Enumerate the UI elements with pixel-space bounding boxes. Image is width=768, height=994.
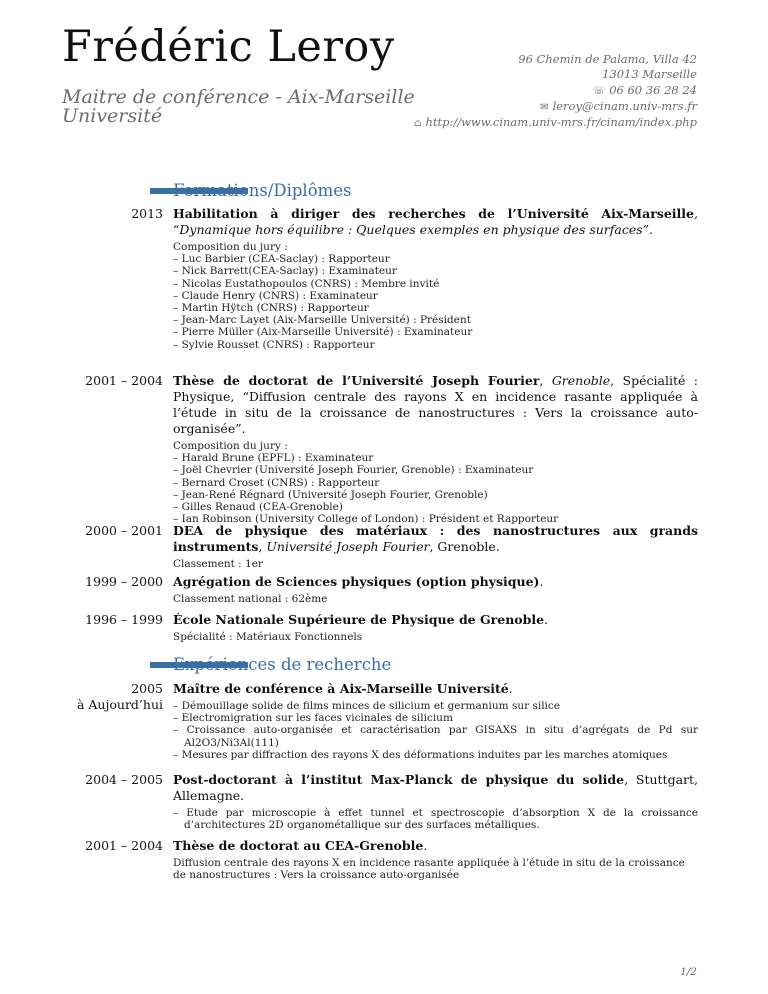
phone-number: 06 60 36 28 24: [609, 82, 697, 97]
entry-body: [173, 574, 698, 605]
entry-title: École Nationale Supérieure de Physique de Grenoble: [173, 612, 545, 627]
research-section-title: Expériences de recherche: [173, 655, 392, 674]
address-line-1: 96 Chemin de Palama, Villa 42: [518, 52, 697, 66]
task-list: [173, 700, 698, 761]
entry-desc: Diffusion centrale des rayons X en incidence rasante appliquée à l’étude in situ de la croissance de nanostructures : Vers la croissance auto-organisée: [173, 857, 685, 882]
mouse-icon: ⌂: [413, 118, 422, 130]
entry-title: Thèse de doctorat de l’Université Joseph Fourier: [173, 373, 540, 388]
entry-body: [173, 206, 698, 351]
entry-body: DEA de physique des matériaux : des nanostructures aux grands instruments, Université Joseph Fourier, Grenoble. Classement : 1er: [173, 523, 698, 570]
entry-title: Post-doctorant à l’institut Max-Planck de physique du solide: [173, 772, 625, 787]
entry-rest: .: [539, 574, 544, 589]
entry-rest: , Stuttgart, Allemagne.: [173, 772, 698, 803]
entry-desc: Spécialité : Matériaux Fonctionnels: [173, 631, 363, 643]
list-item: – Croissance auto-organisée et caractérisation par GISAXS in situ d’agrégats de Pd sur Al2O3/Ni3Al(111): [173, 724, 698, 749]
entry-date: 2001 – 2004: [85, 373, 163, 388]
page-number: 1/2: [680, 966, 697, 978]
list-item: – Jean-Marc Layet (Aix-Marseille Université) : Président: [173, 314, 471, 327]
list-item: – Harald Brune (EPFL) : Examinateur: [173, 452, 374, 465]
list-item: – Joël Chevrier (Université Joseph Fourier, Grenoble) : Examinateur: [173, 464, 534, 477]
education-section-header: [0, 181, 768, 201]
entry-date: 1999 – 2000: [85, 574, 163, 589]
entry-title: Agrégation de Sciences physiques (option physique): [173, 574, 540, 589]
list-item: – Démouillage solide de films minces de silicium et germanium sur silice: [173, 700, 561, 712]
entry-body: Thèse de doctorat de l’Université Joseph Fourier, Grenoble, Spécialité : Physique, “Diffusion centrale des rayons X en incidence rasante appliquée à l’étude in situ de la croissance de nanostructures : Vers la croissance auto-organisée”. Composition du jury : – Harald Brune (EPFL) : Examinateur – Joël Chevrier (Université Joseph Fourier, Grenoble) : Examinateur – Bernard Croset (CNRS) : Rapporteur – Jean-René Régnard (Université Joseph Fourier, Grenoble) – Gilles Renaud (CEA-Grenoble) – Ian Robinson (University College of London) : Président et Rapporteur: [173, 373, 698, 526]
entry-date: 1996 – 1999: [85, 612, 163, 627]
email-line[interactable]: [414, 99, 697, 115]
task-list: [173, 807, 698, 831]
mobile-phone-icon: ☏: [592, 85, 606, 97]
list-item: – Pierre Müller (Aix-Marseille Université) : Examinateur: [173, 326, 473, 339]
jury-heading: Composition du jury :: [173, 440, 288, 452]
entry-rest: .: [508, 681, 513, 696]
cv-subtitle: Maitre de conférence - Aix-Marseille Université: [62, 86, 415, 127]
entry-date: 2004 – 2005: [85, 772, 163, 787]
education-section-title: Formations/Diplômes: [173, 181, 352, 200]
research-section-header: [0, 655, 768, 675]
entry-rest: , Spécialité : Physique, “Diffusion centrale des rayons X en incidence rasante appliquée à l’étude in situ de la croissance de nanostructures : Vers la croissance auto-organisée”.: [173, 373, 698, 436]
jury-heading: Composition du jury :: [173, 241, 288, 253]
entry-title: Thèse de doctorat au CEA-Grenoble: [173, 838, 424, 853]
list-item: – Luc Barbier (CEA-Saclay) : Rapporteur: [173, 253, 390, 266]
list-item: – Gilles Renaud (CEA-Grenoble): [173, 501, 343, 514]
list-item: – Jean-René Régnard (Université Joseph Fourier, Grenoble): [173, 488, 488, 501]
list-item: – Martin Hÿtch (CNRS) : Rapporteur: [173, 302, 369, 315]
entry-desc: Classement national : 62ème: [173, 593, 328, 605]
list-item: – Claude Henry (CNRS) : Examinateur: [173, 289, 378, 302]
entry-desc: Classement : 1er: [173, 558, 263, 570]
list-item: – Electromigration sur les faces vicinales de silicium: [173, 712, 453, 725]
entry-title: Maître de conférence à Aix-Marseille Université: [173, 681, 509, 696]
address-line-2: 13013 Marseille: [602, 67, 697, 82]
list-item: – Nick Barrett(CEA-Saclay) : Examinateur: [173, 265, 397, 278]
phone-line: [414, 83, 697, 99]
entry-rest: .: [423, 838, 428, 853]
entry-body: [173, 681, 698, 761]
website-link[interactable]: http://www.cinam.univ-mrs.fr/cinam/index.php: [425, 115, 697, 130]
entry-title: Habilitation à diriger des recherches de l’Université Aix-Marseille: [173, 206, 695, 221]
entry-rest: .: [544, 612, 549, 627]
entry-place: Grenoble: [551, 373, 611, 388]
list-item: – Sylvie Rousset (CNRS) : Rapporteur: [173, 338, 375, 351]
list-item: – Mesures par diffraction des rayons X des déformations induites par les marches atomiques: [173, 748, 668, 761]
entry-rest: , “Dynamique hors équilibre : Quelques exemples en physique des surfaces”.: [173, 206, 698, 237]
entry-body: [173, 612, 698, 643]
entry-date: 2013: [131, 206, 163, 221]
entry-place: Université Joseph Fourier: [266, 539, 430, 554]
contact-block: [414, 52, 697, 131]
list-item: – Bernard Croset (CNRS) : Rapporteur: [173, 476, 380, 489]
jury-list: [173, 241, 698, 351]
list-item: – Nicolas Eustathopoulos (CNRS) : Membre invité: [173, 277, 440, 290]
website-line[interactable]: [414, 115, 697, 131]
list-item: – Etude par microscopie à effet tunnel et spectroscopie d’absorption X de la croissance d’architectures 2D organométallique sur des surfaces métalliques.: [173, 807, 698, 832]
entry-body: [173, 838, 698, 881]
entry-body: [173, 772, 698, 831]
email-link[interactable]: leroy@cinam.univ-mrs.fr: [552, 98, 697, 113]
entry-date: 2005 à Aujourd’hui: [76, 681, 163, 712]
list-item: – Ian Robinson (University College of London) : Président et Rapporteur: [173, 513, 559, 526]
envelope-icon: ✉: [540, 101, 549, 113]
entry-date: 2000 – 2001: [85, 523, 163, 538]
entry-rest: , Grenoble.: [429, 539, 500, 554]
cv-name: Frédéric Leroy: [62, 22, 395, 72]
entry-title: DEA de physique des matériaux : des nanostructures aux grands instruments: [173, 523, 698, 554]
jury-list: [173, 440, 698, 525]
entry-date: 2001 – 2004: [85, 838, 163, 853]
